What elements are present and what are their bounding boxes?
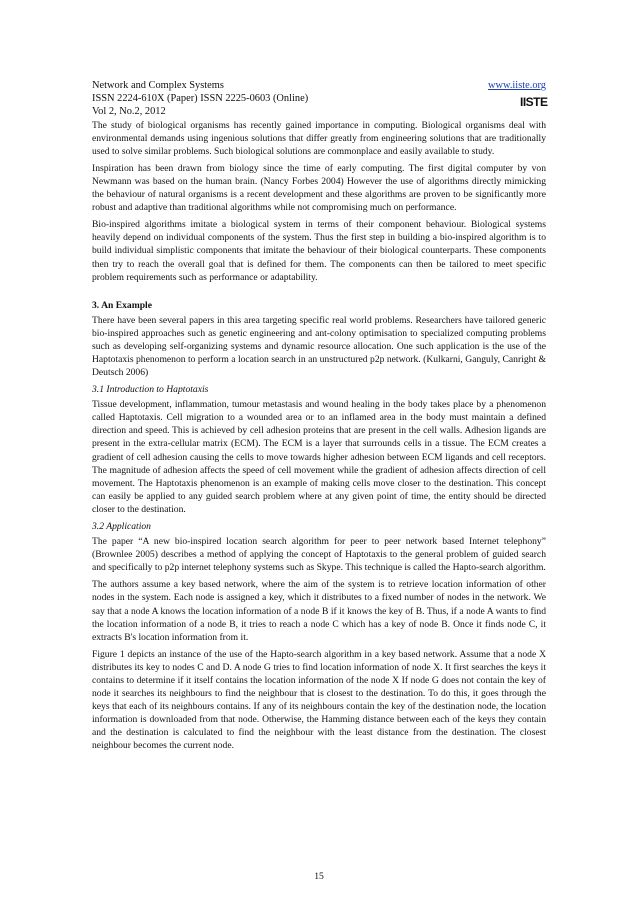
section-3-paragraph: There have been several papers in this area targeting specific real world problems. Researchers have tailored generic bio-inspired approaches such as genetic engineering and ant-colony optimisation to specialized computing problems such as developing self-organizing systems and dynamic resource allocation. One such application is the use of the Haptotaxis phenomenon to perform a location search in an unstructured p2p network. (Kulkarni, Ganguly, Canright & Deutsch 2006): [92, 314, 546, 379]
paper-page: [92, 79, 546, 757]
section-3-2-paragraph-2: The authors assume a key based network, where the aim of the system is to retrieve location information of other nodes in the system. Each node is assigned a key, which it distributes to a fixed number of nodes in the network. We say that a node A knows the location information of a node B if it knows the key of B. Thus, if a node A wants to find the location information of a node B, it tries to reach a node C which has a key of node B. Once it finds node C, it extracts B's location information from it.: [92, 579, 546, 643]
volume-line: Vol 2, No.2, 2012: [92, 106, 166, 118]
intro-section: [92, 119, 546, 284]
issn-line: ISSN 2224-610X (Paper) ISSN 2225-0603 (Online): [92, 93, 309, 105]
page-number: 15: [314, 871, 324, 882]
iiste-logo: IISTE: [520, 95, 548, 109]
section-3-2-paragraph-3: Figure 1 depicts an instance of the use of the Hapto-search algorithm in a key based network. Assume that a node X distributes its key to nodes C and D. A node G tries to find location information of node X. It first searches the keys it contains to determine if it itself contains the location information of the node X If node G does not contain the key of node it searches its neighbours to find the neighbour that is closest to the destination. To do this, it goes through the keys that each of its neighbours contains. If any of its neighbours contain the key of the destination node, the location information is downloaded from that node. Otherwise, the Hamming distance between each of the keys they contain and the destination is calculated to find the neighbour with the least distance from the destination. The closest neighbour becomes the current node.: [92, 648, 546, 752]
subsection-heading-application: 3.2 Application: [92, 521, 151, 533]
intro-paragraph-2: Inspiration has been drawn from biology since the time of early computing. The first digital computer by von Newmann was based on the human brain. (Nancy Forbes 2004) However the use of algorithms directly mimicking the behaviour of natural organisms is a recent development and these algorithms are proven to be significantly more robust and adaptive than traditional algorithms while not compromising much on performance.: [92, 162, 546, 214]
running-header: [92, 79, 546, 119]
journal-name: Network and Complex Systems: [92, 80, 224, 91]
subsection-heading-haptotaxis: 3.1 Introduction to Haptotaxis: [92, 384, 209, 396]
section-heading-example: 3. An Example: [92, 299, 152, 311]
intro-paragraph-3: Bio-inspired algorithms imitate a biological system in terms of their component behaviour. Biological systems heavily depend on individual components of the system. Thus the first step in building a bio-inspired algorithm is to build individual simplistic components that imitate the behaviour of their biological counterparts. These components then try to reach the overall goal that is defined for them. The components can then be tailored to meet specific problem requirements such as performance or adaptability.: [92, 219, 546, 283]
intro-paragraph-1: The study of biological organisms has recently gained importance in computing. Biological organisms deal with environmental demands using ingenious solutions that differ greatly from engineering solutions that are traditionally used to solve similar problems. Such biological solutions are commonplace and easily available to study.: [92, 119, 546, 157]
section-3-2-paragraph-1: The paper “A new bio-inspired location search algorithm for peer to peer network based Internet telephony” (Brownlee 2005) describes a method of applying the concept of Haptotaxis to the general problem of guided search and specifically to p2p internet telephony systems such as Skype. This technique is called the Hapto-search algorithm.: [92, 536, 546, 574]
journal-url-link[interactable]: www.iiste.org: [487, 80, 546, 91]
section-3-1-paragraph: Tissue development, inflammation, tumour metastasis and wound healing in the body takes place by a phenomenon called Haptotaxis. Cell migration to a wounded area or to an inflamed area in the body must maintain a defined direction and speed. This is achieved by cell adhesion proteins that are present in the cell walls. Adhesion ligands are present in the extra-cellular matrix (ECM). The ECM is a layer that surrounds cells in a tissue. The ECM creates a gradient of cell adhesion causing the cells to move towards higher adhesion between ECM ligands and cell receptors. The magnitude of adhesion affects the speed of cell movement while the gradient of adhesion affects direction of cell movement. The Haptotaxis phenomenon is an example of making cells move closer to the destination. This concept can easily be applied to any guided search problem where at any given point of time, the entity should be directed closer to the destination.: [92, 399, 546, 515]
